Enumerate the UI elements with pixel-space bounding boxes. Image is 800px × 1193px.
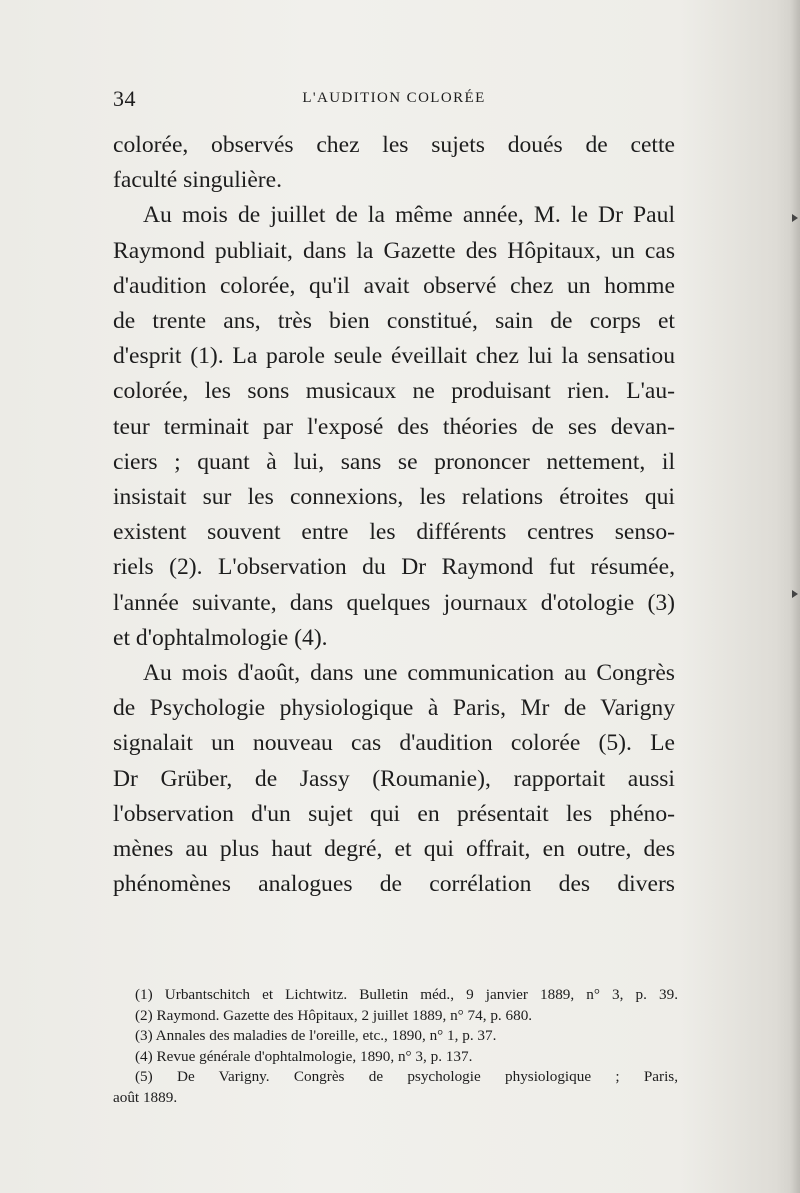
page-header xyxy=(113,86,675,116)
text-line: d'audition colorée, qu'il avait observé chez un homme xyxy=(113,272,675,299)
text-line: colorée, les sons musicaux ne produisant rien. L'au- xyxy=(113,378,675,405)
text-line: Au mois d'août, dans une communication au Congrès xyxy=(143,660,675,687)
page-edge xyxy=(790,0,800,1193)
running-title: L'AUDITION COLORÉE xyxy=(302,90,486,106)
text-line: signalait un nouveau cas d'audition colorée (5). Le xyxy=(113,730,675,757)
text-line: mènes au plus haut degré, et qui offrait, en outre, des xyxy=(113,836,675,863)
text-line: faculté singulière. xyxy=(113,167,283,194)
text-line: d'esprit (1). La parole seule éveillait chez lui la sensatiou xyxy=(113,343,675,370)
footnote: (3) Annales des maladies de l'oreille, etc., 1890, n° 1, p. 37. xyxy=(135,1027,497,1045)
footnotes xyxy=(113,985,678,1109)
body-text xyxy=(113,128,675,902)
text-line: l'année suivante, dans quelques journaux d'otologie (3) xyxy=(113,589,675,616)
text-line: Au mois de juillet de la même année, M. le Dr Paul xyxy=(143,202,675,229)
footnote: (1) Urbantschitch et Lichtwitz. Bulletin méd., 9 janvier 1889, n° 3, p. 39. xyxy=(135,986,678,1003)
text-line: colorée, observés chez les sujets doués de cette xyxy=(113,132,675,158)
text-line: ciers ; quant à lui, sans se prononcer nettement, il xyxy=(113,448,675,475)
text-line: et d'ophtalmologie (4). xyxy=(113,624,328,651)
footnote: (4) Revue générale d'ophtalmologie, 1890, n° 3, p. 137. xyxy=(135,1047,473,1065)
text-line: Dr Grüber, de Jassy (Roumanie), rapportait aussi xyxy=(113,765,675,792)
text-line: Raymond publiait, dans la Gazette des Hôpitaux, un cas xyxy=(113,237,675,264)
text-line: riels (2). L'observation du Dr Raymond fut résumée, xyxy=(113,554,675,581)
footnote-continuation: août 1889. xyxy=(113,1088,178,1106)
page-number: 34 xyxy=(113,86,136,111)
footnote: (5) De Varigny. Congrès de psychologie physiologique ; Paris, xyxy=(135,1068,678,1086)
text-line: phénomènes analogues de corrélation des divers xyxy=(113,871,675,898)
text-line: de Psychologie physiologique à Paris, Mr de Varigny xyxy=(113,695,675,722)
text-line: teur terminait par l'exposé des théories de ses devan- xyxy=(113,413,675,440)
text-line: l'observation d'un sujet qui en présentait les phéno- xyxy=(113,800,675,827)
text-line: de trente ans, très bien constitué, sain de corps et xyxy=(113,308,675,335)
text-line: existent souvent entre les différents centres senso- xyxy=(113,519,675,546)
footnote: (2) Raymond. Gazette des Hôpitaux, 2 juillet 1889, n° 74, p. 680. xyxy=(135,1006,533,1024)
text-line: insistait sur les connexions, les relations étroites qui xyxy=(113,484,675,511)
